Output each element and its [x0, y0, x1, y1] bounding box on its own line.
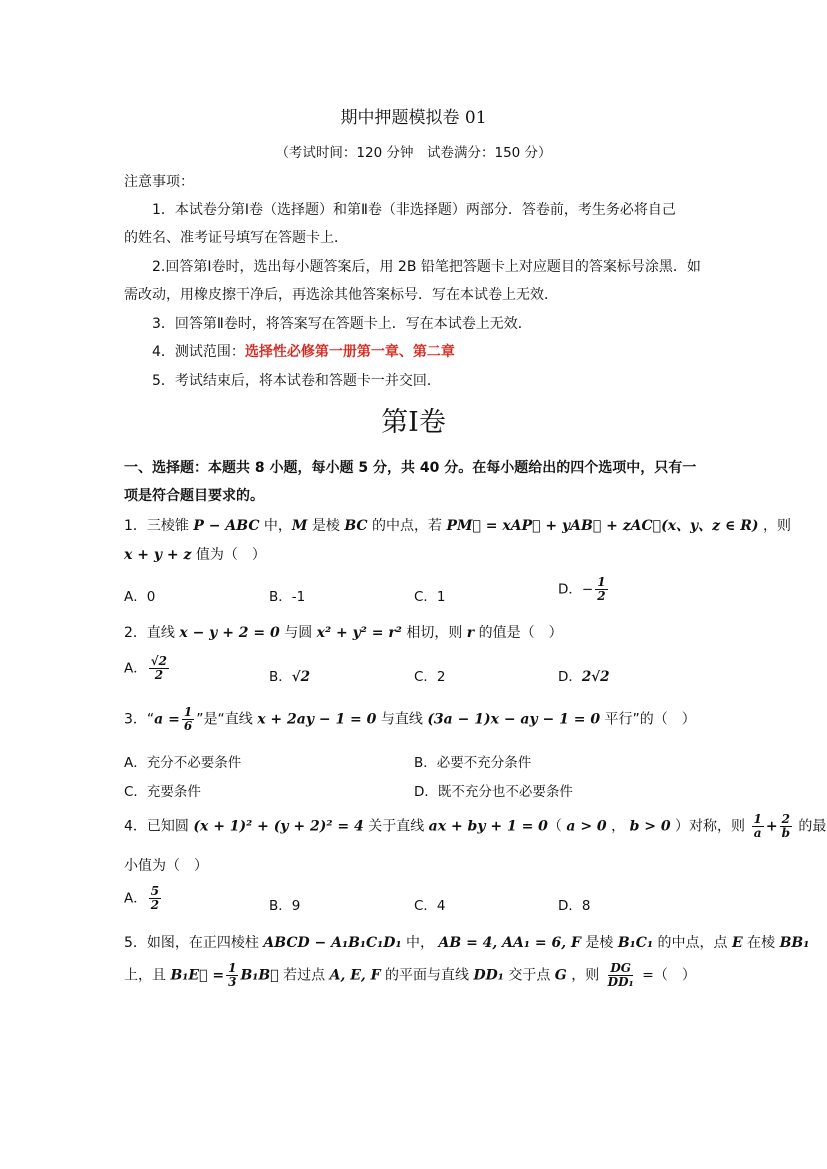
section-heading: 一、选择题：本题共 8 小题，每小题 5 分，共 40 分。在每小题给出的四个选项中，只有一 [124, 460, 697, 476]
test-scope: 选择性必修第一册第一章、第二章 [244, 344, 455, 360]
q4-option-c: C．4 [414, 898, 446, 914]
question-4-cont: 小值为（ ） [124, 858, 208, 874]
q1-option-a: A．0 [124, 589, 156, 605]
notice-heading: 注意事项： [124, 174, 194, 190]
q4-option-b: B．9 [269, 898, 301, 914]
q3-option-a: A．充分不必要条件 [124, 755, 242, 771]
q4-option-a: A． $\frac{5}{2}$ [124, 884, 160, 912]
notice-item-5: 5．考试结束后，将本试卷和答题卡一并交回． [152, 373, 441, 389]
q2-option-d: D．2√2 [558, 669, 610, 685]
q2-option-c: C．2 [414, 669, 446, 685]
q2-option-a: A． $\frac{√2}{2}$ [124, 654, 167, 682]
question-2: 2．直线 x − y + 2 = 0 与圆 x² + y² = r² 相切，则 r 的值是（ ） [124, 625, 563, 641]
notice-item-2: 2.回答第Ⅰ卷时，选出每小题答案后，用 2B 铅笔把答题卡上对应题目的答案标号涂黑．如 [152, 259, 701, 275]
notice-item-4-label: 4．测试范围： [152, 344, 245, 360]
q3-option-b: B．必要不充分条件 [414, 755, 532, 771]
page-title: 期中押题模拟卷 01 [340, 108, 487, 128]
question-5-cont: 上，且 B₁E⃗ = $\frac{1}{3}$ B₁B⃗ 若过点 A, E, F 的平面与直线 DD₁ 交于点 G ，则 $\frac{DG}{\text{DD₁}}$ =（ ） [124, 961, 696, 989]
q3-option-c: C．充要条件 [124, 784, 201, 800]
q3-option-d: D．既不充分也不必要条件 [414, 784, 573, 800]
notice-item-4 [152, 341, 455, 361]
exam-info: （考试时间：120 分钟 试卷满分：150 分） [275, 145, 552, 161]
q1-option-b: B．-1 [269, 589, 306, 605]
notice-item-2-cont: 需改动，用橡皮擦干净后，再选涂其他答案标号．写在本试卷上无效． [124, 287, 558, 303]
q1-option-c: C．1 [414, 589, 446, 605]
question-3: 3．“a = $\frac{1}{6}$ ”是“直线 x + 2ay − 1 = 0 与直线 (3a − 1)x − ay − 1 = 0 平行”的（ ） [124, 705, 696, 733]
q1-option-d: D．− $\frac{1}{2}$ [558, 575, 606, 603]
question-4: 4．已知圆 (x + 1)² + (y + 2)² = 4 关于直线 ax + by + 1 = 0（ a > 0 ， b > 0 ）对称，则 $\frac{1}{a}$ + $\frac{2}{b}$ 的最 [124, 812, 827, 840]
part-title: 第Ⅰ卷 [381, 407, 446, 438]
notice-item-3: 3．回答第Ⅱ卷时，将答案写在答题卡上．写在本试卷上无效． [152, 316, 532, 332]
section-heading-cont: 项是符合题目要求的。 [124, 488, 264, 504]
q2-option-b: B．√2 [269, 669, 311, 685]
notice-item-1-cont: 的姓名、准考证号填写在答题卡上． [124, 230, 348, 246]
notice-item-1: 1．本试卷分第Ⅰ卷（选择题）和第Ⅱ卷（非选择题）两部分．答卷前，考生务必将自己 [152, 202, 676, 218]
question-1-cont: x + y + z 值为（ ） [124, 547, 266, 563]
question-1: 1．三棱锥 P − ABC 中，M 是棱 BC 的中点，若 PM⃗ = xAP⃗ + yAB⃗ + zAC⃗(x、y、z ∈ R) ，则 [124, 518, 791, 534]
question-5: 5．如图，在正四棱柱 ABCD − A₁B₁C₁D₁ 中， AB = 4, AA₁ = 6, F 是棱 B₁C₁ 的中点，点 E 在棱 BB₁ [124, 935, 810, 951]
q4-option-d: D．8 [558, 898, 591, 914]
